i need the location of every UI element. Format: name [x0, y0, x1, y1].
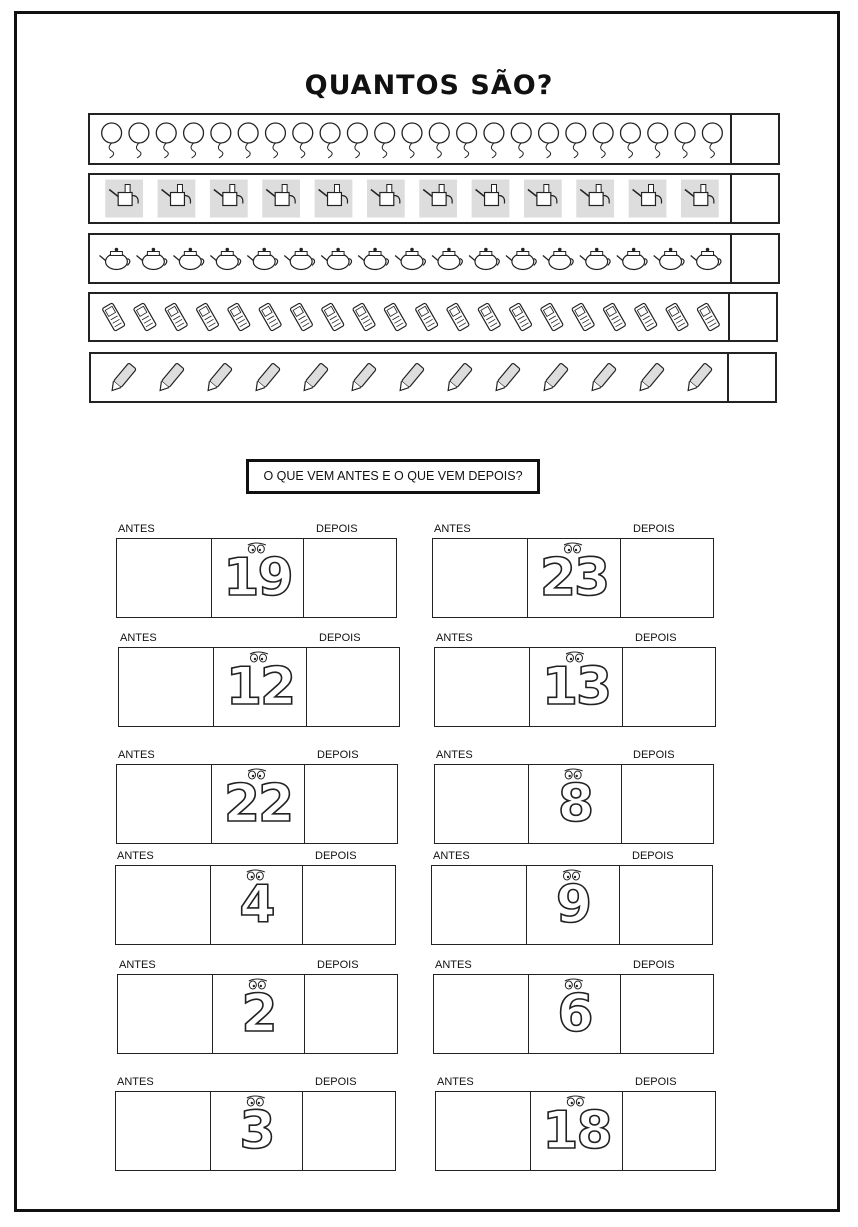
cellphone-icon: [227, 303, 250, 332]
before-answer-box[interactable]: [116, 866, 210, 944]
given-number-cell: [211, 765, 305, 843]
teapot-icon: [691, 248, 721, 270]
balloon-icon: [484, 123, 504, 158]
cellphone-icon: [540, 303, 563, 332]
teapot-icon: [358, 248, 388, 270]
watering-can-icon: [315, 180, 353, 218]
before-answer-box[interactable]: [117, 539, 211, 617]
before-label: ANTES: [118, 523, 155, 535]
given-number: 19: [223, 548, 292, 608]
cellphone-icon: [352, 303, 375, 332]
teapot-icon: [284, 248, 314, 270]
balloon-icon: [402, 123, 422, 158]
number-sequence-box: [431, 865, 713, 945]
balloon-icon: [621, 123, 641, 158]
balloon-icon: [293, 123, 313, 158]
before-label: ANTES: [117, 1076, 154, 1088]
before-answer-box[interactable]: [116, 1092, 210, 1170]
balloon-icon: [648, 123, 668, 158]
watering-can-icon: [419, 180, 457, 218]
teapot-icon: [654, 248, 684, 270]
before-label: ANTES: [435, 959, 472, 971]
given-number-cell: [210, 1092, 304, 1170]
number-sequence-box: [115, 1091, 396, 1171]
balloon-icon: [593, 123, 613, 158]
after-label: DEPOIS: [315, 1076, 357, 1088]
crayon-icon: [348, 363, 376, 394]
balloon-icon: [129, 123, 149, 158]
balloon-icon: [702, 123, 722, 158]
given-number: 3: [239, 1101, 274, 1161]
watering-can-icon: [105, 180, 143, 218]
number-sequence-box: [434, 764, 714, 844]
before-answer-box[interactable]: [436, 1092, 530, 1170]
given-number-cell: [210, 866, 304, 944]
given-number-cell: [526, 866, 620, 944]
answer-box[interactable]: [728, 294, 776, 340]
cellphone-icon: [509, 303, 532, 332]
watering-can-icon: [94, 175, 730, 222]
crayon-icon: [396, 363, 424, 394]
crayon-icon: [252, 363, 280, 394]
cellphone-icon: [478, 303, 501, 332]
given-number-cell: [528, 765, 621, 843]
answer-box[interactable]: [727, 354, 775, 401]
balloon-icon: [266, 123, 286, 158]
teapot-icon: [173, 248, 203, 270]
after-answer-box[interactable]: [621, 539, 715, 617]
after-answer-box[interactable]: [623, 648, 717, 726]
crayon-icon: [156, 363, 184, 394]
page-title: QUANTOS SÃO?: [304, 70, 554, 101]
after-label: DEPOIS: [317, 959, 359, 971]
watering-can-icon: [472, 180, 510, 218]
teapot-icon: [210, 248, 240, 270]
teapot-icon: [543, 248, 573, 270]
crayon-icon: [540, 363, 568, 394]
given-number: 22: [223, 774, 293, 834]
after-answer-box[interactable]: [622, 765, 715, 843]
cellphone-icon: [196, 303, 219, 332]
balloon-icon: [238, 123, 258, 158]
teapot-icon: [100, 248, 130, 270]
after-label: DEPOIS: [317, 749, 359, 761]
given-number-cell: [527, 539, 621, 617]
crayon-icon: [108, 363, 136, 394]
balloon-icon: [539, 123, 559, 158]
teapot-icon: [136, 248, 166, 270]
answer-box[interactable]: [730, 175, 778, 222]
given-number: 13: [541, 657, 611, 717]
before-answer-box[interactable]: [435, 648, 529, 726]
cellphone-icon: [102, 303, 125, 332]
cellphone-icon: [94, 294, 728, 340]
crayon-icon: [588, 363, 616, 394]
number-sequence-box: [434, 647, 716, 727]
given-number: 8: [557, 774, 593, 834]
before-answer-box[interactable]: [433, 539, 527, 617]
cellphone-icon: [446, 303, 469, 332]
given-number-cell: [529, 648, 623, 726]
before-label: ANTES: [436, 749, 473, 761]
given-number: 9: [555, 875, 591, 935]
before-label: ANTES: [436, 632, 473, 644]
number-sequence-box: [117, 974, 398, 1054]
after-answer-box[interactable]: [620, 866, 714, 944]
before-label: ANTES: [118, 749, 155, 761]
given-number: 4: [239, 875, 274, 935]
after-label: DEPOIS: [635, 632, 677, 644]
given-number: 23: [539, 548, 609, 608]
after-label: DEPOIS: [633, 523, 675, 535]
before-answer-box[interactable]: [435, 765, 528, 843]
teapot-icon: [580, 248, 610, 270]
balloon-icon: [320, 123, 340, 158]
cellphone-icon: [697, 303, 720, 332]
cellphone-icon: [572, 303, 595, 332]
cellphone-icon: [384, 303, 407, 332]
balloon-icon: [102, 123, 122, 158]
cellphone-icon: [321, 303, 344, 332]
cellphone-icon: [165, 303, 188, 332]
cellphone-icon: [634, 303, 657, 332]
before-answer-box[interactable]: [118, 975, 212, 1053]
watering-can-icon: [367, 180, 405, 218]
balloon-icon: [184, 123, 204, 158]
watering-can-icon: [681, 180, 719, 218]
counting-row-crayons: [89, 352, 777, 403]
balloon-icon: [211, 123, 231, 158]
number-sequence-box: [118, 647, 400, 727]
teapot-icon: [321, 248, 351, 270]
given-number-cell: [212, 975, 306, 1053]
number-sequence-box: [115, 865, 396, 945]
number-sequence-box: [432, 538, 714, 618]
cellphone-icon: [665, 303, 688, 332]
watering-can-icon: [576, 180, 614, 218]
crayon-icon: [204, 363, 232, 394]
after-answer-box[interactable]: [303, 1092, 397, 1170]
cellphone-icon: [415, 303, 438, 332]
teapot-icon: [94, 235, 730, 282]
before-label: ANTES: [433, 850, 470, 862]
after-label: DEPOIS: [319, 632, 361, 644]
cellphone-icon: [290, 303, 313, 332]
before-answer-box[interactable]: [119, 648, 213, 726]
balloon-icon: [675, 123, 695, 158]
after-answer-box[interactable]: [304, 539, 398, 617]
after-answer-box[interactable]: [305, 765, 399, 843]
balloon-icon: [347, 123, 367, 158]
cellphone-icon: [603, 303, 626, 332]
after-label: DEPOIS: [316, 523, 358, 535]
balloon-icon: [511, 123, 531, 158]
after-label: DEPOIS: [635, 1076, 677, 1088]
number-sequence-box: [433, 974, 714, 1054]
balloon-icon: [566, 123, 586, 158]
given-number: 6: [557, 984, 592, 1044]
after-answer-box[interactable]: [303, 866, 397, 944]
cellphone-icon: [259, 303, 282, 332]
after-answer-box[interactable]: [305, 975, 399, 1053]
balloon-icon: [457, 123, 477, 158]
after-answer-box[interactable]: [621, 975, 715, 1053]
after-answer-box[interactable]: [623, 1092, 717, 1170]
before-answer-box[interactable]: [434, 975, 528, 1053]
after-label: DEPOIS: [633, 749, 675, 761]
after-answer-box[interactable]: [307, 648, 401, 726]
answer-box[interactable]: [730, 235, 778, 282]
teapot-icon: [395, 248, 425, 270]
watering-can-icon: [524, 180, 562, 218]
watering-can-icon: [210, 180, 248, 218]
given-number-cell: [528, 975, 622, 1053]
crayon-icon: [492, 363, 520, 394]
crayon-icon: [300, 363, 328, 394]
balloon-icon: [375, 123, 395, 158]
counting-row-watering-cans: [88, 173, 780, 224]
crayon-icon: [444, 363, 472, 394]
answer-box[interactable]: [730, 115, 778, 163]
given-number: 18: [542, 1101, 611, 1161]
teapot-icon: [247, 248, 277, 270]
after-label: DEPOIS: [632, 850, 674, 862]
number-sequence-box: [116, 538, 397, 618]
given-number-cell: [213, 648, 307, 726]
counting-row-cellphones: [88, 292, 778, 342]
given-number: 2: [241, 984, 276, 1044]
cellphone-icon: [133, 303, 156, 332]
before-label: ANTES: [434, 523, 471, 535]
teapot-icon: [469, 248, 499, 270]
watering-can-icon: [629, 180, 667, 218]
after-label: DEPOIS: [315, 850, 357, 862]
given-number: 12: [225, 657, 295, 717]
before-label: ANTES: [120, 632, 157, 644]
before-answer-box[interactable]: [117, 765, 211, 843]
teapot-icon: [617, 248, 647, 270]
crayon-icon: [684, 363, 712, 394]
watering-can-icon: [158, 180, 196, 218]
section-subtitle: O QUE VEM ANTES E O QUE VEM DEPOIS?: [246, 459, 540, 494]
before-answer-box[interactable]: [432, 866, 526, 944]
given-number-cell: [530, 1092, 624, 1170]
given-number-cell: [211, 539, 305, 617]
teapot-icon: [506, 248, 536, 270]
counting-row-balloons: [88, 113, 780, 165]
teapot-icon: [432, 248, 462, 270]
crayon-icon: [636, 363, 664, 394]
number-sequence-box: [116, 764, 398, 844]
counting-row-teapots: [88, 233, 780, 284]
balloon-icon: [156, 123, 176, 158]
balloon-icon: [429, 123, 449, 158]
after-label: DEPOIS: [633, 959, 675, 971]
before-label: ANTES: [437, 1076, 474, 1088]
watering-can-icon: [262, 180, 300, 218]
balloon-icon: [94, 115, 730, 163]
crayon-icon: [95, 354, 727, 401]
before-label: ANTES: [119, 959, 156, 971]
number-sequence-box: [435, 1091, 716, 1171]
before-label: ANTES: [117, 850, 154, 862]
